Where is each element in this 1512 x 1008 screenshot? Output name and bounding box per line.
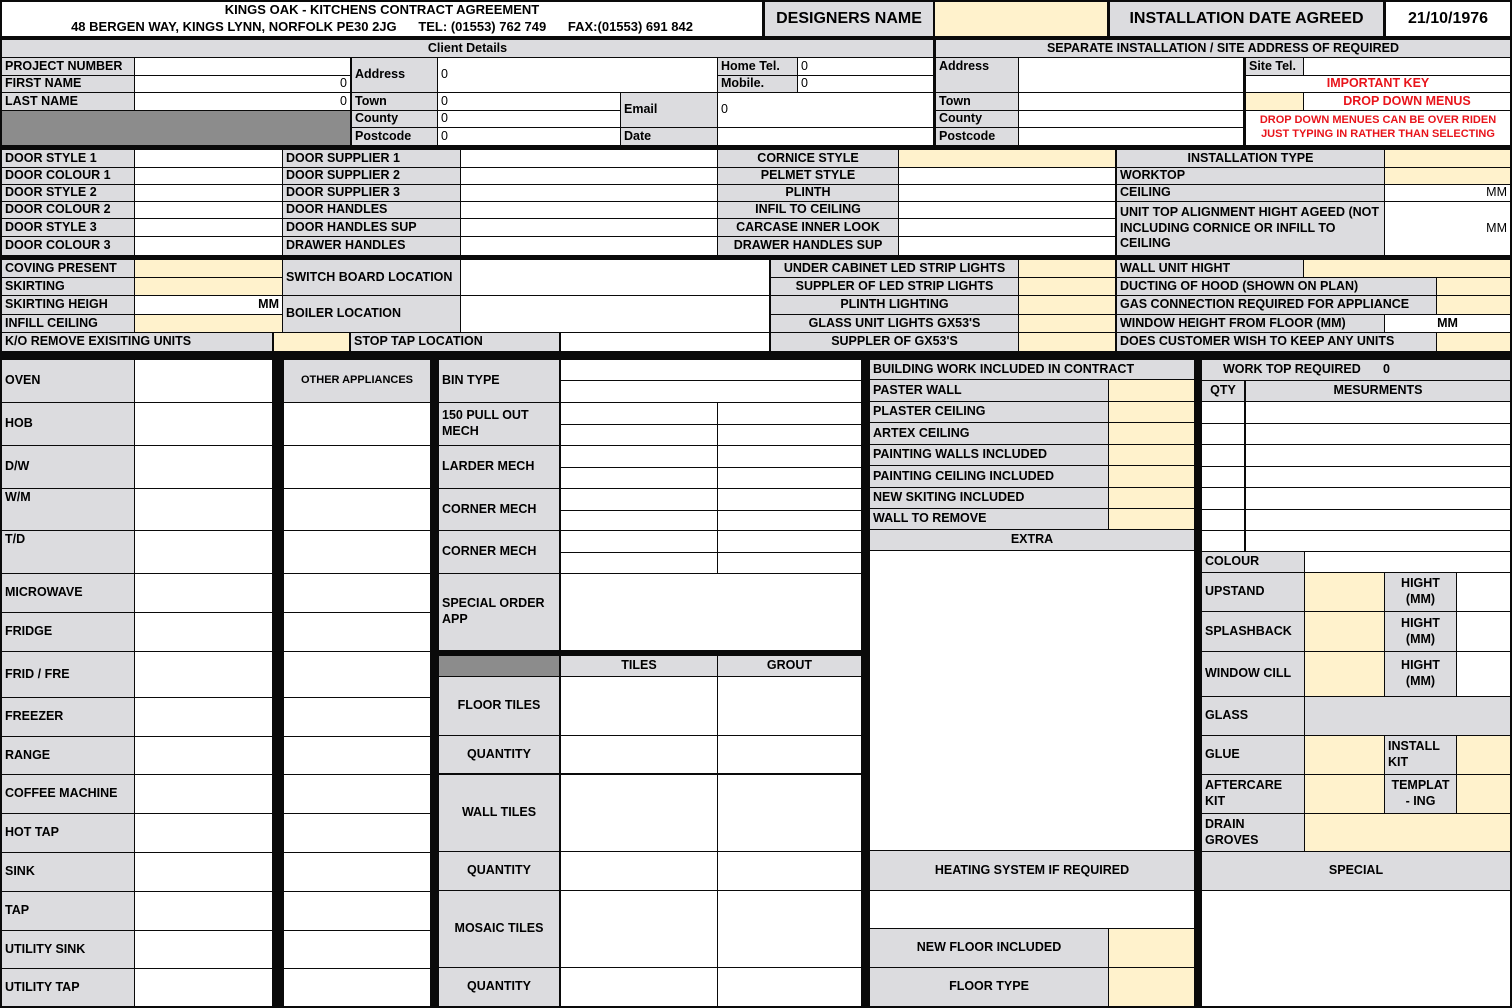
mech-input[interactable] <box>561 468 717 488</box>
appliance-label: UTILITY TAP <box>2 969 134 1006</box>
mech-input[interactable] <box>718 446 861 467</box>
templating-label: TEMPLAT - ING <box>1385 775 1456 813</box>
door-col3-input[interactable] <box>899 202 1115 218</box>
other-appliance-input[interactable] <box>284 969 430 1006</box>
lighting-dropdown[interactable] <box>1019 333 1115 351</box>
coving-dropdown[interactable] <box>135 260 282 277</box>
drain-groves-label: DRAIN GROVES <box>1202 814 1304 851</box>
mech-input[interactable] <box>561 553 717 573</box>
door-col3-input[interactable] <box>899 150 1115 167</box>
door-col1-label: DOOR STYLE 1 <box>2 150 134 167</box>
address-label: Address <box>352 58 437 92</box>
ko-remove-units-label: K/O REMOVE EXISITING UNITS <box>2 333 272 351</box>
keep-units-label: DOES CUSTOMER WISH TO KEEP ANY UNITS <box>1117 333 1436 351</box>
stop-tap-label: STOP TAP LOCATION <box>351 333 559 351</box>
ducting-dropdown[interactable] <box>1437 278 1510 295</box>
building-work-label: PAINTING WALLS INCLUDED <box>870 445 1108 465</box>
appliance-input[interactable] <box>135 892 272 930</box>
bin-type-label: BIN TYPE <box>439 360 559 402</box>
door-col2-label: DOOR SUPPLIER 3 <box>283 185 460 201</box>
special-input[interactable] <box>1202 891 1510 1006</box>
glue-label: GLUE <box>1202 736 1304 774</box>
email-input[interactable]: 0 <box>718 93 933 127</box>
appliance-label: RANGE <box>2 737 134 774</box>
door-col1-label: DOOR STYLE 3 <box>2 219 134 236</box>
tiles-row-label: QUANTITY <box>439 736 559 773</box>
measurement-input[interactable] <box>1246 424 1510 444</box>
coving-label: COVING PRESENT <box>2 260 134 277</box>
boiler-input[interactable] <box>461 296 769 332</box>
lighting-dropdown[interactable] <box>1019 296 1115 314</box>
appliance-input[interactable] <box>135 574 272 612</box>
skirting-dropdown[interactable] <box>135 278 282 295</box>
appliance-label: OVEN <box>2 360 134 402</box>
door-col2-input[interactable] <box>461 150 717 167</box>
door-col3-label: CORNICE STYLE <box>718 150 898 167</box>
mech-input[interactable] <box>718 425 861 445</box>
tiles-row-label: QUANTITY <box>439 968 559 1006</box>
appliance-input[interactable] <box>135 652 272 697</box>
designers-name-input[interactable] <box>935 2 1107 36</box>
splashback-height-label: HIGHT (MM) <box>1385 612 1456 651</box>
drain-groves-dropdown[interactable] <box>1305 814 1510 851</box>
tiles-row-label: MOSAIC TILES <box>439 891 559 967</box>
door-col3-label: INFIL TO CEILING <box>718 202 898 218</box>
mech-input[interactable] <box>561 489 717 510</box>
building-work-dropdown[interactable] <box>1109 380 1194 401</box>
building-work-label: PASTER WALL <box>870 380 1108 401</box>
door-col2-label: DOOR SUPPLIER 1 <box>283 150 460 167</box>
worktop-required-label: WORK TOP REQUIRED <box>1223 362 1361 377</box>
mech-input[interactable] <box>561 403 717 424</box>
corner1-label: CORNER MECH <box>439 489 559 530</box>
extra-heading: EXTRA <box>870 530 1194 550</box>
appliance-label: D/W <box>2 446 134 488</box>
door-col2-label: DOOR SUPPLIER 2 <box>283 168 460 184</box>
grout-input[interactable] <box>718 852 861 890</box>
drop-down-note: DROP DOWN MENUES CAN BE OVER RIDEN JUST TYPING IN RATHER THAN SELECTING <box>1246 111 1510 145</box>
key-swatch-cream <box>1246 93 1303 110</box>
appliance-label: COFFEE MACHINE <box>2 775 134 813</box>
door-col1-label: DOOR COLOUR 3 <box>2 237 134 255</box>
other-appliance-input[interactable] <box>284 892 430 930</box>
grout-input[interactable] <box>718 968 861 1006</box>
lighting-label: UNDER CABINET LED STRIP LIGHTS <box>771 260 1018 277</box>
infill-ceiling-label: INFILL CEILING <box>2 315 134 332</box>
tiles-corner <box>439 656 559 676</box>
building-work-heading: BUILDING WORK INCLUDED IN CONTRACT <box>870 360 1194 379</box>
splashback-dropdown[interactable] <box>1305 612 1384 651</box>
first-name-label: FIRST NAME <box>2 76 134 92</box>
mobile-input[interactable]: 0 <box>798 76 933 92</box>
tiles-input[interactable] <box>561 775 717 851</box>
tiles-row-label: FLOOR TILES <box>439 677 559 735</box>
qty-input[interactable] <box>1202 402 1244 423</box>
company-title: KINGS OAK - KITCHENS CONTRACT AGREEMENT <box>224 2 540 18</box>
window_cill-label: WINDOW CILL <box>1202 652 1304 696</box>
measurement-input[interactable] <box>1246 402 1510 423</box>
appliance-label: HOB <box>2 403 134 445</box>
corner2-label: CORNER MECH <box>439 531 559 573</box>
door-col1-input[interactable] <box>135 185 282 201</box>
site-postcode-input[interactable] <box>1019 128 1243 145</box>
mech-input[interactable] <box>718 531 861 552</box>
tiles-input[interactable] <box>561 736 717 773</box>
door-col3-label: PELMET STYLE <box>718 168 898 184</box>
measurement-input[interactable] <box>1246 467 1510 487</box>
town-input[interactable]: 0 <box>438 93 620 110</box>
appliance-label: FRIDGE <box>2 613 134 651</box>
lighting-dropdown[interactable] <box>1019 278 1115 295</box>
site-town-input[interactable] <box>1019 93 1243 110</box>
mobile-label: Mobile. <box>718 76 797 92</box>
new-floor-label: NEW FLOOR INCLUDED <box>870 929 1108 967</box>
install-date-input[interactable]: 21/10/1976 <box>1386 2 1510 36</box>
glass-label: GLASS <box>1202 697 1304 735</box>
building-work-dropdown[interactable] <box>1109 402 1194 422</box>
worktop-label: WORKTOP <box>1117 168 1384 184</box>
splashback-label: SPLASHBACK <box>1202 612 1304 651</box>
window_cill-dropdown[interactable] <box>1305 652 1384 696</box>
building-work-label: WALL TO REMOVE <box>870 509 1108 529</box>
heating-heading: HEATING SYSTEM IF REQUIRED <box>870 851 1194 890</box>
mech-input[interactable] <box>718 468 861 488</box>
email-label: Email <box>621 93 717 127</box>
appliance-input[interactable] <box>135 446 272 488</box>
qty-input[interactable] <box>1202 510 1244 530</box>
door-col1-input[interactable] <box>135 237 282 255</box>
other-appliance-input[interactable] <box>284 698 430 736</box>
appliance-label: HOT TAP <box>2 814 134 852</box>
gas-dropdown[interactable] <box>1437 296 1510 314</box>
grout-input[interactable] <box>718 736 861 773</box>
lighting-label: PLINTH LIGHTING <box>771 296 1018 314</box>
appliance-label: MICROWAVE <box>2 574 134 612</box>
important-key-label: IMPORTANT KEY <box>1246 76 1510 92</box>
grout-input[interactable] <box>718 775 861 851</box>
building-work-label: NEW SKITING INCLUDED <box>870 488 1108 508</box>
appliance-input[interactable] <box>135 775 272 813</box>
special-order-label: SPECIAL ORDER APP <box>439 574 559 650</box>
glue-dropdown[interactable] <box>1305 736 1384 774</box>
site-county-label: County <box>936 111 1018 127</box>
building-work-label: PAINTING CEILING INCLUDED <box>870 466 1108 487</box>
door-col2-input[interactable] <box>461 202 717 218</box>
appliance-label: TAP <box>2 892 134 930</box>
worktop-dropdown[interactable] <box>1385 168 1510 184</box>
building-work-label: PLASTER CEILING <box>870 402 1108 422</box>
other-appliance-input[interactable] <box>284 652 430 697</box>
door-col2-input[interactable] <box>461 185 717 201</box>
upstand-height-input[interactable] <box>1457 573 1510 611</box>
appliance-label: FREEZER <box>2 698 134 736</box>
tiles-input[interactable] <box>561 968 717 1006</box>
ko-remove-units-dropdown[interactable] <box>274 333 349 351</box>
installation-type-label: INSTALLATION TYPE <box>1117 150 1384 167</box>
other-appliance-input[interactable] <box>284 613 430 651</box>
building-work-dropdown[interactable] <box>1109 488 1194 508</box>
home-tel-label: Home Tel. <box>718 58 797 75</box>
skirting-label: SKIRTING <box>2 278 134 295</box>
window_cill-height-input[interactable] <box>1457 652 1510 696</box>
building-work-dropdown[interactable] <box>1109 423 1194 444</box>
other-appliance-input[interactable] <box>284 853 430 891</box>
company-address: 48 BERGEN WAY, KINGS LYNN, NORFOLK PE30 2JG TEL: (01553) 762 749 FAX:(01553) 691 842 <box>71 19 693 35</box>
gas-label: GAS CONNECTION REQUIRED FOR APPLIANCE <box>1117 296 1436 314</box>
lighting-label: GLASS UNIT LIGHTS GX53'S <box>771 315 1018 332</box>
appliance-input[interactable] <box>135 489 272 530</box>
upstand-height-label: HIGHT (MM) <box>1385 573 1456 611</box>
door-col3-input[interactable] <box>899 168 1115 184</box>
grout-heading: GROUT <box>718 656 861 676</box>
blank-block <box>2 111 350 145</box>
door-col2-label: DOOR HANDLES <box>283 202 460 218</box>
appliance-input[interactable] <box>135 853 272 891</box>
heating-input[interactable] <box>870 891 1194 928</box>
appliance-label: T/D <box>2 531 134 573</box>
appliance-input[interactable] <box>135 360 272 402</box>
door-col2-input[interactable] <box>461 237 717 255</box>
floor-type-dropdown[interactable] <box>1109 968 1194 1006</box>
install-kit-label: INSTALL KIT <box>1385 736 1456 774</box>
grout-input[interactable] <box>718 891 861 967</box>
other-appliance-input[interactable] <box>284 531 430 573</box>
aftercare-kit-label: AFTERCARE KIT <box>1202 775 1304 813</box>
window-height-label: WINDOW HEIGHT FROM FLOOR (MM) <box>1117 315 1384 332</box>
site-postcode-label: Postcode <box>936 128 1018 145</box>
client-details-heading: Client Details <box>2 40 933 57</box>
door-col3-input[interactable] <box>899 185 1115 201</box>
mech-input[interactable] <box>561 446 717 467</box>
last-name-input[interactable]: 0 <box>135 93 350 110</box>
switch-board-label: SWITCH BOARD LOCATION <box>283 260 460 295</box>
date-input[interactable] <box>718 128 933 145</box>
county-input[interactable]: 0 <box>438 111 620 127</box>
door-col2-label: DOOR HANDLES SUP <box>283 219 460 236</box>
postcode-label: Postcode <box>352 128 437 145</box>
wall-unit-height-dropdown[interactable] <box>1304 260 1510 277</box>
building-work-dropdown[interactable] <box>1109 445 1194 465</box>
lighting-label: SUPPLER OF LED STRIP LIGHTS <box>771 278 1018 295</box>
project-number-label: PROJECT NUMBER <box>2 58 134 75</box>
upstand-label: UPSTAND <box>1202 573 1304 611</box>
appliance-label: SINK <box>2 853 134 891</box>
aftercare-kit-dropdown[interactable] <box>1305 775 1384 813</box>
appliance-input[interactable] <box>135 814 272 852</box>
last-name-label: LAST NAME <box>2 93 134 110</box>
door-col1-input[interactable] <box>135 219 282 236</box>
qty-heading: QTY <box>1202 381 1244 401</box>
tiles-heading: TILES <box>561 656 717 676</box>
door-col2-label: DRAWER HANDLES <box>283 237 460 255</box>
home-tel-input[interactable]: 0 <box>798 58 933 75</box>
door-col3-label: CARCASE INNER LOOK <box>718 219 898 236</box>
measurement-input[interactable] <box>1246 445 1510 466</box>
colour-label: COLOUR <box>1202 552 1304 572</box>
boiler-label: BOILER LOCATION <box>283 296 460 332</box>
other-appliance-input[interactable] <box>284 737 430 774</box>
special-heading: SPECIAL <box>1202 852 1510 890</box>
stop-tap-input[interactable] <box>561 333 769 351</box>
infill-ceiling-dropdown[interactable] <box>135 315 282 332</box>
splashback-height-input[interactable] <box>1457 612 1510 651</box>
upstand-dropdown[interactable] <box>1305 573 1384 611</box>
address-input[interactable]: 0 <box>438 58 717 92</box>
mech-input[interactable] <box>561 511 717 530</box>
mech-input[interactable] <box>718 553 861 573</box>
county-label: County <box>352 111 437 127</box>
door-col1-label: DOOR STYLE 2 <box>2 185 134 201</box>
site-address-label: Address <box>936 58 1018 92</box>
door-col1-label: DOOR COLOUR 1 <box>2 168 134 184</box>
door-col3-label: DRAWER HANDLES SUP <box>718 237 898 255</box>
appliance-label: W/M <box>2 489 134 530</box>
site-town-label: Town <box>936 93 1018 110</box>
larder-label: LARDER MECH <box>439 446 559 488</box>
other-appliance-input[interactable] <box>284 489 430 530</box>
install-kit-dropdown[interactable] <box>1457 736 1510 774</box>
lighting-dropdown[interactable] <box>1019 260 1115 277</box>
window_cill-height-label: HIGHT (MM) <box>1385 652 1456 696</box>
measurements-heading: MESURMENTS <box>1246 381 1510 401</box>
first-name-input[interactable]: 0 <box>135 76 350 92</box>
measurement-input[interactable] <box>1246 488 1510 509</box>
tiles-input[interactable] <box>561 891 717 967</box>
other-appliance-input[interactable] <box>284 814 430 852</box>
lighting-dropdown[interactable] <box>1019 315 1115 332</box>
tiles-input[interactable] <box>561 852 717 890</box>
grout-input[interactable] <box>718 677 861 735</box>
qty-input[interactable] <box>1202 467 1244 487</box>
tiles-row-label: WALL TILES <box>439 775 559 851</box>
appliance-input[interactable] <box>135 403 272 445</box>
designers-name-label: DESIGNERS NAME <box>765 2 933 36</box>
unit-top-alignment-label: UNIT TOP ALIGNMENT HIGHT AGEED (NOT INCLUDING CORNICE OR INFILL TO CEILING <box>1117 202 1384 255</box>
date-label: Date <box>621 128 717 145</box>
qty-input[interactable] <box>1202 424 1244 444</box>
appliance-input[interactable] <box>135 613 272 651</box>
door-col3-input[interactable] <box>899 219 1115 236</box>
measurement-input[interactable] <box>1246 510 1510 530</box>
extra-input[interactable] <box>870 551 1194 850</box>
other-appliance-input[interactable] <box>284 574 430 612</box>
ducting-label: DUCTING OF HOOD (SHOWN ON PLAN) <box>1117 278 1436 295</box>
mech-input[interactable] <box>718 403 861 424</box>
measurement-input[interactable] <box>1246 531 1510 551</box>
lighting-label: SUPPLER OF GX53'S <box>771 333 1018 351</box>
bin-type-input[interactable] <box>561 360 861 380</box>
building-work-dropdown[interactable] <box>1109 466 1194 487</box>
skirting-height-input[interactable]: MM <box>135 296 282 314</box>
appliance-input[interactable] <box>135 931 272 968</box>
special-order-input[interactable] <box>561 574 861 650</box>
other-appliance-input[interactable] <box>284 775 430 813</box>
other-appliance-input[interactable] <box>284 446 430 488</box>
floor-type-label: FLOOR TYPE <box>870 968 1108 1006</box>
qty-input[interactable] <box>1202 445 1244 466</box>
site-tel-input[interactable] <box>1304 58 1510 75</box>
site-tel-label: Site Tel. <box>1246 58 1303 75</box>
site-address-input[interactable] <box>1019 58 1243 92</box>
door-col1-input[interactable] <box>135 168 282 184</box>
door-col2-input[interactable] <box>461 219 717 236</box>
install-date-label: INSTALLATION DATE AGREED <box>1110 2 1383 36</box>
appliance-input[interactable] <box>135 969 272 1006</box>
installation-type-dropdown[interactable] <box>1385 150 1510 167</box>
mech-input[interactable] <box>561 531 717 552</box>
appliance-input[interactable] <box>135 531 272 573</box>
qty-input[interactable] <box>1202 488 1244 509</box>
window-height-input[interactable]: MM <box>1385 315 1510 332</box>
ceiling-label: CEILING <box>1117 185 1384 201</box>
appliance-input[interactable] <box>135 737 272 774</box>
other-appliance-input[interactable] <box>284 403 430 445</box>
town-label: Town <box>352 93 437 110</box>
building-work-label: ARTEX CEILING <box>870 423 1108 444</box>
keep-units-dropdown[interactable] <box>1437 333 1510 351</box>
colour-input[interactable] <box>1305 552 1510 572</box>
appliance-label: FRID / FRE <box>2 652 134 697</box>
tiles-input[interactable] <box>561 677 717 735</box>
unit-top-mm-input[interactable]: MM <box>1385 202 1510 255</box>
door-col3-label: PLINTH <box>718 185 898 201</box>
appliance-input[interactable] <box>135 698 272 736</box>
appliance-label: UTILITY SINK <box>2 931 134 968</box>
door-col1-input[interactable] <box>135 150 282 167</box>
mech-input[interactable] <box>718 511 861 530</box>
mech-input[interactable] <box>718 489 861 510</box>
postcode-input[interactable]: 0 <box>438 128 620 145</box>
glass-input[interactable] <box>1305 697 1510 735</box>
skirting-height-label: SKIRTING HEIGH <box>2 296 134 314</box>
templating-dropdown[interactable] <box>1457 775 1510 813</box>
other-appliance-input[interactable] <box>284 931 430 968</box>
other-appliances-heading: OTHER APPLIANCES <box>284 360 430 402</box>
bin-type-input-2[interactable] <box>561 381 861 402</box>
door-col2-input[interactable] <box>461 168 717 184</box>
site-address-heading: SEPARATE INSTALLATION / SITE ADDRESS OF REQUIRED <box>936 40 1510 57</box>
qty-input[interactable] <box>1202 531 1244 551</box>
tiles-row-label: QUANTITY <box>439 852 559 890</box>
pull_out-label: 150 PULL OUT MECH <box>439 403 559 445</box>
worktop-required-count: 0 <box>1383 362 1390 377</box>
project-number-input[interactable] <box>135 58 350 75</box>
building-work-dropdown[interactable] <box>1109 509 1194 529</box>
site-county-input[interactable] <box>1019 111 1243 127</box>
wall-unit-height-label: WALL UNIT HIGHT <box>1117 260 1303 277</box>
door-col3-input[interactable] <box>899 237 1115 255</box>
door-col1-input[interactable] <box>135 202 282 218</box>
drop-down-menus-label: DROP DOWN MENUS <box>1304 93 1510 110</box>
door-col1-label: DOOR COLOUR 2 <box>2 202 134 218</box>
new-floor-dropdown[interactable] <box>1109 929 1194 967</box>
ceiling-mm-input[interactable]: MM <box>1385 185 1510 201</box>
mech-input[interactable] <box>561 425 717 445</box>
switch-board-input[interactable] <box>461 260 769 295</box>
